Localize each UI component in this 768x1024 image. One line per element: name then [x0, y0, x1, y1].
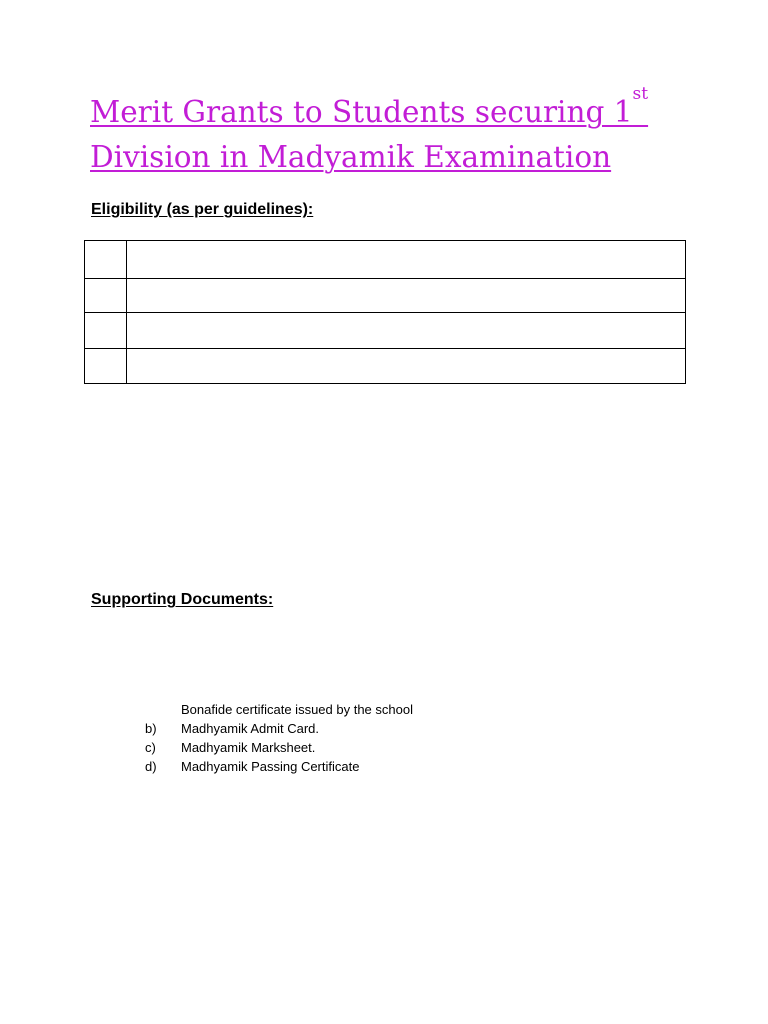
- list-marker: [145, 700, 181, 719]
- list-item-text: Bonafide certificate issued by the school: [181, 702, 413, 717]
- list-item: [145, 738, 413, 757]
- eligibility-table: [84, 240, 686, 384]
- row-number-cell: [85, 313, 127, 349]
- list-marker: d): [145, 759, 157, 774]
- row-content-cell: [127, 279, 686, 313]
- documents-list: [145, 700, 413, 776]
- page-title: [90, 84, 730, 180]
- eligibility-heading: Eligibility (as per guidelines):: [91, 201, 314, 218]
- list-item: [145, 700, 413, 719]
- list-item-text: Madhyamik Passing Certificate: [181, 759, 360, 774]
- list-item: [145, 719, 413, 738]
- list-item-text: Madhyamik Admit Card.: [181, 721, 319, 736]
- list-item: [145, 757, 413, 776]
- title-superscript: st: [632, 84, 649, 104]
- table-row: [85, 313, 686, 349]
- list-item-text: Madhyamik Marksheet.: [181, 740, 316, 755]
- table-row: [85, 241, 686, 279]
- table-row: [85, 279, 686, 313]
- row-number-cell: [85, 241, 127, 279]
- title-line-2: Division in Madyamik Examination: [90, 140, 612, 174]
- row-content-cell: [127, 349, 686, 384]
- list-marker: b): [145, 721, 157, 736]
- row-number-cell: [85, 349, 127, 384]
- table-row: [85, 349, 686, 384]
- title-main: Merit Grants to Students securing 1: [90, 95, 633, 129]
- row-content-cell: [127, 313, 686, 349]
- list-marker: c): [145, 740, 156, 755]
- row-content-cell: [127, 241, 686, 279]
- supporting-documents-heading: Supporting Documents:: [91, 591, 274, 608]
- row-number-cell: [85, 279, 127, 313]
